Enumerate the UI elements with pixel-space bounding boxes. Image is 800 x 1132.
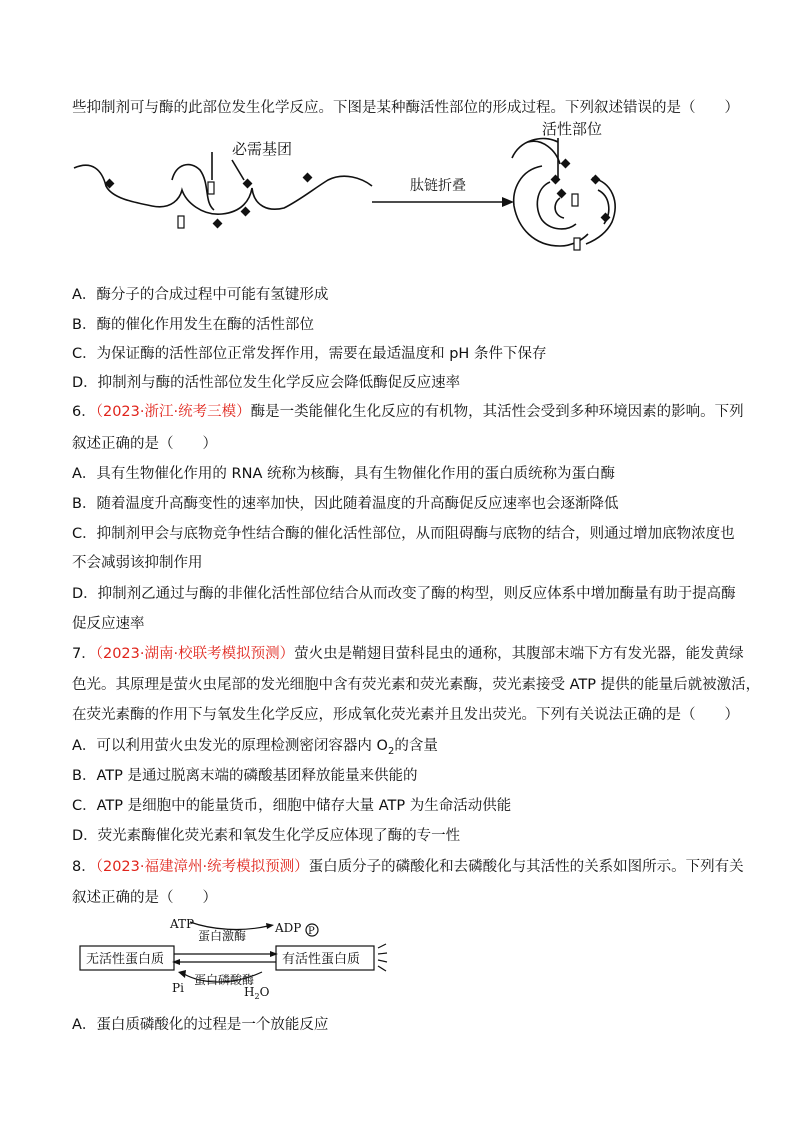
group-diamond	[213, 219, 223, 229]
q8-stem	[72, 857, 744, 877]
activity-rays	[378, 944, 387, 971]
group-diamond	[551, 175, 561, 185]
q7-stem-1: 萤火虫是鞘翅目萤科昆虫的通称，其腹部末端下方有发光器，能发黄绿	[294, 646, 744, 662]
q5-option-d: D．抑制剂与酶的活性部位发生化学反应会降低酶促反应速率	[72, 375, 461, 391]
atp-arrow-head	[266, 923, 274, 929]
phosphatase-label: 蛋白磷酸酶	[194, 973, 255, 987]
q6-number: 6．	[72, 404, 96, 420]
pi-label: Pi	[172, 981, 184, 995]
q6-option-d-2: 促反应速率	[72, 616, 145, 632]
q8-option-a: A．蛋白质磷酸化的过程是一个放能反应	[72, 1017, 329, 1033]
group-diamond	[243, 179, 253, 189]
inactive-protein-label: 无活性蛋白质	[86, 952, 165, 967]
q6-stem	[72, 402, 744, 422]
q8-number: 8．	[72, 859, 96, 875]
intro-text: 些抑制剂可与酶的此部位发生化学反应。下图是某种酶活性部位的形成过程。下列叙述错误的是（ ）	[72, 100, 739, 116]
q6-source: （2023·浙江·统考三模）	[95, 404, 251, 420]
q6-option-d-1: D．抑制剂乙通过与酶的非催化活性部位结合从而改变了酶的构型，则反应体系中增加酶量有助于提高酶	[72, 586, 736, 602]
q7-stem	[72, 644, 744, 664]
q6-stem-1: 酶是一类能催化生化反应的有机物，其活性会受到多种环境因素的影响。下列	[250, 404, 744, 420]
active-site-label: 活性部位	[542, 120, 603, 138]
group-rect	[178, 216, 184, 228]
group-rect	[574, 238, 580, 250]
fold-arrow-label: 肽链折叠	[410, 178, 466, 194]
group-diamond	[557, 189, 567, 199]
active-protein-label: 有活性蛋白质	[282, 952, 361, 967]
kinase-label: 蛋白激酶	[198, 929, 247, 943]
phosphorylation-figure	[72, 912, 402, 1002]
group-rect	[208, 182, 214, 194]
q8-source: （2023·福建漳州·统考模拟预测）	[95, 859, 309, 875]
q6-option-c-1: C．抑制剂甲会与底物竞争性结合酶的催化活性部位，从而阻碍酶与底物的结合，则通过增加底物浓度也	[72, 526, 735, 542]
group-rect	[572, 194, 578, 206]
q7-source: （2023·湖南·校联考模拟预测）	[95, 646, 295, 662]
group-diamond	[303, 173, 313, 183]
water-label: $H_2O$	[244, 985, 270, 1001]
q6-option-b: B．随着温度升高酶变性的速率加快，因此随着温度的升高酶促反应速率也会逐渐降低	[72, 496, 619, 512]
group-diamond	[241, 207, 251, 217]
pi-arrow-head	[178, 970, 186, 978]
q8-stem-2: 叙述正确的是（ ）	[72, 890, 217, 906]
group-diamond	[591, 175, 601, 185]
q7-stem-2: 色光。其原理是萤火虫尾部的发光细胞中含有荧光素和荧光素酶，荧光素接受 ATP 提供的能量后就被激活，	[72, 677, 761, 693]
q5-option-c: C．为保证酶的活性部位正常发挥作用，需要在最适温度和 pH 条件下保存	[72, 346, 547, 362]
fold-arrow-head	[502, 197, 514, 207]
q5-option-b: B．酶的催化作用发生在酶的活性部位	[72, 317, 314, 333]
folded-chain-top	[528, 141, 560, 164]
reverse-arrow-head	[172, 959, 180, 965]
q6-option-c-2: 不会减弱该抑制作用	[72, 555, 203, 571]
q7-number: 7．	[72, 646, 96, 662]
phosphate-label: P	[308, 926, 315, 937]
folded-chain-inner	[537, 182, 576, 229]
adp-label: ADP	[275, 921, 302, 935]
folded-chain-right	[586, 178, 615, 244]
q6-stem-2: 叙述正确的是（ ）	[72, 436, 217, 452]
q7-option-a: A．可以利用萤火虫发光的原理检测密闭容器内 $O_2$的含量	[72, 738, 438, 757]
active-site-figure	[72, 120, 672, 270]
folded-chain-core	[555, 198, 564, 218]
atp-label: ATP	[170, 917, 195, 931]
q7-option-c: C．ATP 是细胞中的能量货币，细胞中储存大量 ATP 为生命活动供能	[72, 798, 512, 814]
q6-option-a: A．具有生物催化作用的 RNA 统称为核酶，具有生物催化作用的蛋白质统称为蛋白酶	[72, 466, 615, 482]
q7-stem-3: 在荧光素酶的作用下与氧发生化学反应，形成氧化荧光素并且发出荧光。下列有关说法正确的是（ ）	[72, 707, 739, 723]
group-diamond	[561, 159, 571, 169]
q7-option-b: B．ATP 是通过脱离末端的磷酸基团释放能量来供能的	[72, 768, 418, 784]
peptide-chain	[74, 165, 372, 214]
q8-stem-1: 蛋白质分子的磷酸化和去磷酸化与其活性的关系如图所示。下列有关	[308, 859, 744, 875]
q5-option-a: A．酶分子的合成过程中可能有氢键形成	[72, 287, 329, 303]
q7-option-d: D．荧光素酶催化荧光素和氧发生化学反应体现了酶的专一性	[72, 828, 461, 844]
required-group-label: 必需基团	[232, 140, 293, 158]
forward-arrow-head	[270, 951, 278, 957]
